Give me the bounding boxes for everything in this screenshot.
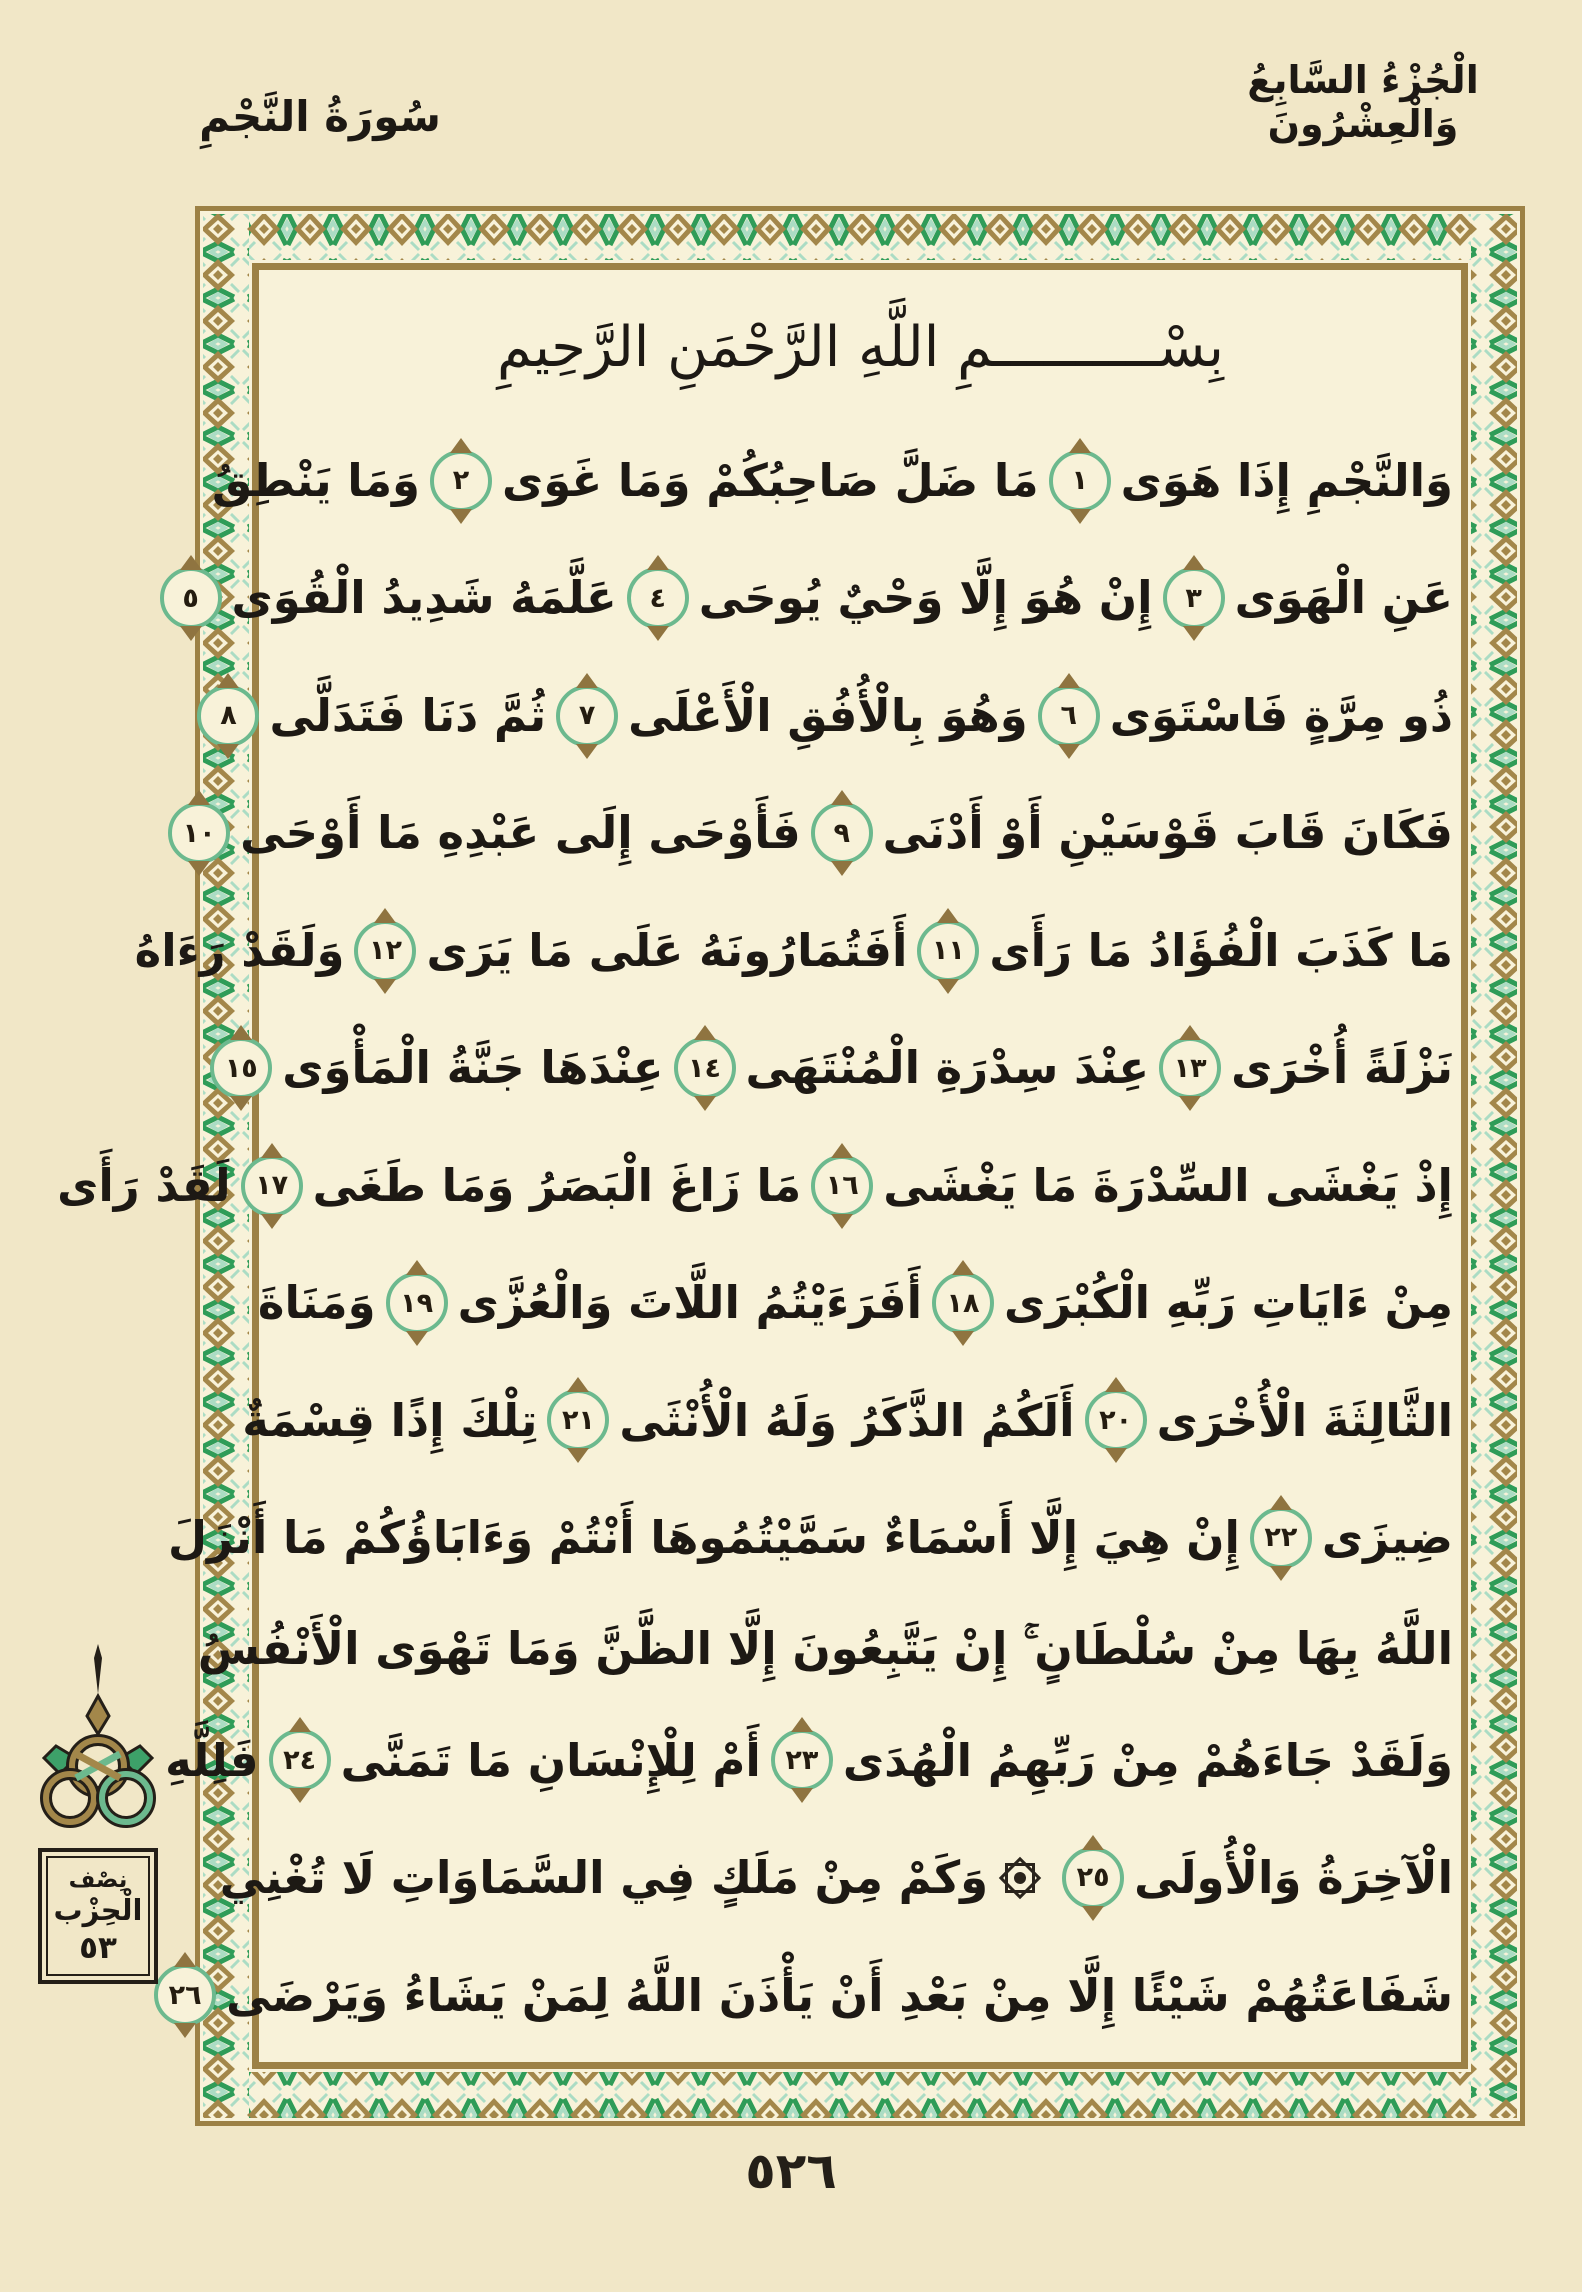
verse-text: مَا كَذَبَ الْفُؤَادُ مَا رَأَى bbox=[989, 923, 1453, 977]
verse-text: أَلَكُمُ الذَّكَرُ وَلَهُ الْأُنْثَى bbox=[619, 1393, 1075, 1447]
verse-line bbox=[168, 1937, 1453, 2054]
ayah-marker bbox=[627, 567, 689, 629]
verse-text: وَمَنَاةَ bbox=[257, 1276, 376, 1330]
ayah-number: ١١ bbox=[931, 935, 965, 967]
verse-line bbox=[182, 774, 1453, 891]
ayah-number: ٧ bbox=[578, 700, 596, 732]
verse-line bbox=[134, 892, 1453, 1009]
ayah-number: ٩ bbox=[833, 817, 850, 849]
ayah-marker bbox=[430, 450, 492, 512]
verse-text: إِنْ هِيَ إِلَّا أَسْمَاءٌ سَمَّيْتُمُوهَا أَنْتُمْ وَءَابَاؤُكُمْ مَا أَنْزَلَ bbox=[167, 1511, 1240, 1565]
ayah-number: ٨ bbox=[220, 700, 237, 732]
verse-text: مَا زَاغَ الْبَصَرُ وَمَا طَغَى bbox=[312, 1158, 802, 1212]
verse-text: وَلَقَدْ جَاءَهُمْ مِنْ رَبِّهِمُ الْهُدَى bbox=[842, 1733, 1453, 1787]
ayah-number: ٤ bbox=[649, 582, 666, 614]
hizb-marker bbox=[26, 1642, 170, 1984]
ayah-marker bbox=[354, 920, 416, 982]
ayah-number: ٥ bbox=[182, 582, 199, 614]
rub-el-hizb-icon bbox=[998, 1856, 1042, 1900]
ayah-marker bbox=[771, 1729, 833, 1791]
ayah-number: ١ bbox=[1071, 465, 1088, 497]
verse-text: إِذْ يَغْشَى السِّدْرَةَ مَا يَغْشَى bbox=[883, 1158, 1453, 1212]
ayah-number: ١٨ bbox=[946, 1287, 980, 1319]
ayah-marker bbox=[811, 1155, 873, 1217]
ayah-number: ٢٦ bbox=[168, 1979, 202, 2011]
verse-text: نَزْلَةً أُخْرَى bbox=[1231, 1041, 1453, 1095]
ayah-marker bbox=[269, 1729, 331, 1791]
verse-line bbox=[220, 657, 1453, 774]
verse-text: تِلْكَ إِذًا قِسْمَةٌ bbox=[242, 1393, 538, 1447]
ayah-marker bbox=[1038, 685, 1100, 747]
verse-text: لَقَدْ رَأَى bbox=[57, 1158, 231, 1212]
verse-line bbox=[257, 1244, 1453, 1361]
verse-text: شَفَاعَتُهُمْ شَيْئًا إِلَّا مِنْ بَعْدِ أَنْ يَأْذَنَ اللَّهُ لِمَنْ يَشَاءُ وَيَرْضَى bbox=[226, 1968, 1453, 2022]
ayah-number: ٢٤ bbox=[283, 1744, 317, 1776]
ayah-number: ٢٠ bbox=[1099, 1404, 1133, 1436]
ayah-marker bbox=[547, 1389, 609, 1451]
verse-line bbox=[182, 539, 1453, 656]
verse-line bbox=[197, 1597, 1453, 1702]
ayah-number: ١٩ bbox=[400, 1287, 434, 1319]
ayah-marker bbox=[1250, 1507, 1312, 1569]
verse-line bbox=[242, 1362, 1453, 1479]
ayah-marker bbox=[932, 1272, 994, 1334]
ayah-marker bbox=[386, 1272, 448, 1334]
verse-text: فَلِلَّهِ bbox=[165, 1733, 259, 1787]
verse-line bbox=[165, 1702, 1453, 1819]
hizb-knot-ornament bbox=[32, 1642, 164, 1854]
ayah-marker bbox=[1085, 1389, 1147, 1451]
ayah-marker bbox=[160, 567, 222, 629]
bismillah: بِسْــــــــــمِ اللَّهِ الرَّحْمَنِ الرَّحِيمِ bbox=[497, 314, 1224, 380]
ayah-number: ١٢ bbox=[369, 935, 402, 967]
verse-text: وَمَا يَنْطِقُ bbox=[211, 453, 421, 507]
ayah-number: ٢١ bbox=[561, 1404, 595, 1436]
verse-text: عَنِ الْهَوَى bbox=[1234, 571, 1453, 625]
verse-text: ثُمَّ دَنَا فَتَدَلَّى bbox=[269, 688, 547, 742]
verse-text: وَلَقَدْ رَءَاهُ bbox=[134, 923, 345, 977]
ayah-marker bbox=[917, 920, 979, 982]
ayah-number: ١٤ bbox=[688, 1052, 722, 1084]
ayah-marker bbox=[674, 1037, 736, 1099]
verse-text: عِنْدَهَا جَنَّةُ الْمَأْوَى bbox=[282, 1041, 664, 1095]
juz-header: الْجُزْءُ السَّابِعُ وَالْعِشْرُونَ bbox=[1247, 58, 1479, 146]
page-number: ٥٢٦ bbox=[745, 2142, 837, 2200]
ayah-number: ١٥ bbox=[224, 1052, 258, 1084]
verse-line bbox=[167, 1479, 1453, 1596]
ayah-number: ٣ bbox=[1185, 582, 1202, 614]
verse-text: اللَّهُ بِهَا مِنْ سُلْطَانٍ ۚ إِنْ يَتَّبِعُونَ إِلَّا الظَّنَّ وَمَا تَهْوَى الْأَنْفُسُ bbox=[197, 1622, 1453, 1676]
verse-text: أَمْ لِلْإِنْسَانِ مَا تَمَنَّى bbox=[340, 1733, 761, 1787]
verse-text: عِنْدَ سِدْرَةِ الْمُنْتَهَى bbox=[745, 1041, 1150, 1095]
verse-text: وَكَمْ مِنْ مَلَكٍ فِي السَّمَاوَاتِ لَا تُغْنِي bbox=[219, 1851, 989, 1905]
verse-text: فَكَانَ قَابَ قَوْسَيْنِ أَوْ أَدْنَى bbox=[882, 806, 1453, 860]
ayah-number: ٢٣ bbox=[785, 1744, 819, 1776]
ayah-marker bbox=[1159, 1037, 1221, 1099]
verse-text: إِنْ هُوَ إِلَّا وَحْيٌ يُوحَى bbox=[698, 571, 1153, 625]
verse-text: وَالنَّجْمِ إِذَا هَوَى bbox=[1120, 453, 1453, 507]
verse-text: أَفَرَءَيْتُمُ اللَّاتَ وَالْعُزَّى bbox=[457, 1276, 922, 1330]
ayah-marker bbox=[1062, 1847, 1124, 1909]
ayah-marker bbox=[1049, 450, 1111, 512]
verse-text: الثَّالِثَةَ الْأُخْرَى bbox=[1156, 1393, 1453, 1447]
verse-text: الْآخِرَةُ وَالْأُولَى bbox=[1134, 1851, 1453, 1905]
ayah-marker bbox=[197, 685, 259, 747]
verse-text: مِنْ ءَايَاتِ رَبِّهِ الْكُبْرَى bbox=[1004, 1276, 1453, 1330]
ayah-marker bbox=[241, 1155, 303, 1217]
verse-text: ضِيزَى bbox=[1321, 1511, 1453, 1565]
hizb-label-top: نِصْف bbox=[68, 1867, 128, 1893]
ayah-marker bbox=[168, 802, 230, 864]
ayah-number: ١٧ bbox=[255, 1170, 289, 1202]
verse-line bbox=[211, 422, 1453, 539]
verse-text: أَفَتُمَارُونَهُ عَلَى مَا يَرَى bbox=[426, 923, 908, 977]
ayah-marker bbox=[210, 1037, 272, 1099]
ayah-marker bbox=[811, 802, 873, 864]
verse-line bbox=[57, 1127, 1453, 1244]
ayah-marker bbox=[1163, 567, 1225, 629]
verse-text: عَلَّمَهُ شَدِيدُ الْقُوَى bbox=[231, 571, 617, 625]
verse-text: ذُو مِرَّةٍ فَاسْتَوَى bbox=[1109, 688, 1453, 742]
verse-text: وَهُوَ بِالْأُفُقِ الْأَعْلَى bbox=[628, 688, 1028, 742]
verse-text: مَا ضَلَّ صَاحِبُكُمْ وَمَا غَوَى bbox=[502, 453, 1039, 507]
ayah-number: ٢ bbox=[452, 465, 470, 497]
ayah-number: ٢٥ bbox=[1076, 1862, 1110, 1894]
hizb-box bbox=[38, 1848, 158, 1984]
hizb-label-bottom: الْحِزْب bbox=[53, 1893, 143, 1928]
ayah-number: ١٦ bbox=[825, 1170, 859, 1202]
ayah-number: ٦ bbox=[1060, 700, 1077, 732]
ayah-marker bbox=[556, 685, 618, 747]
verse-text: فَأَوْحَى إِلَى عَبْدِهِ مَا أَوْحَى bbox=[240, 806, 801, 860]
ayah-number: ١٠ bbox=[182, 817, 216, 849]
ayah-number: ٢٢ bbox=[1264, 1522, 1298, 1554]
surah-header: سُورَةُ النَّجْمِ bbox=[199, 92, 441, 141]
ayah-number: ١٣ bbox=[1173, 1052, 1207, 1084]
verse-line bbox=[219, 1819, 1453, 1936]
verse-line bbox=[224, 1009, 1453, 1126]
hizb-number: ٥٣ bbox=[79, 1930, 117, 1967]
